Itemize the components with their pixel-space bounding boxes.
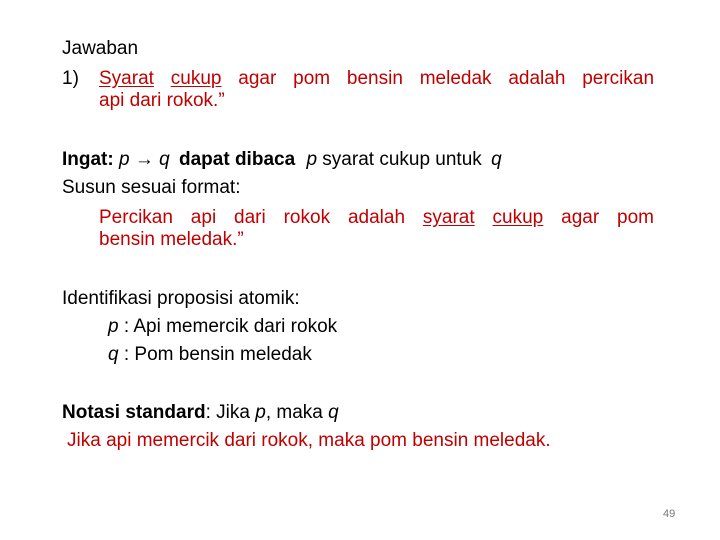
proposisi-q-text: : Pom bensin meledak xyxy=(123,344,312,365)
proposisi-p-var: p xyxy=(108,316,119,337)
ingat-label: Ingat: xyxy=(62,149,114,170)
ingat-q2: q xyxy=(491,149,502,170)
proposisi-p-text: : Api memercik dari rokok xyxy=(123,316,338,337)
susun-sentence-line2: bensin meledak.” xyxy=(99,229,244,250)
dapat-dibaca: dapat dibaca xyxy=(179,149,296,170)
implies-arrow-icon: → xyxy=(134,149,154,170)
identifikasi-heading: Identifikasi proposisi atomik: xyxy=(62,288,300,309)
item-number: 1) xyxy=(62,68,79,89)
susun-sentence-part-d: agar pom xyxy=(561,207,655,228)
jawaban-sentence-line1 xyxy=(99,68,654,90)
ingat-q: q xyxy=(159,149,170,170)
page-number: 49 xyxy=(663,508,676,520)
proposisi-p xyxy=(108,316,337,338)
ingat-line xyxy=(62,149,502,171)
notasi-rest-b: , maka xyxy=(265,402,323,423)
ingat-p: p xyxy=(119,149,130,170)
syarat-cukup-untuk: syarat cukup untuk xyxy=(322,149,482,170)
jawaban-heading: Jawaban xyxy=(62,38,139,59)
susun-sentence-line1 xyxy=(99,207,654,229)
jawaban-sentence-line2: api dari rokok.” xyxy=(99,90,225,111)
notasi-line xyxy=(62,402,339,424)
ingat-p2: p xyxy=(306,149,318,170)
notasi-q: q xyxy=(328,402,339,423)
cukup-word: cukup xyxy=(170,68,222,89)
syarat-word: Syarat xyxy=(99,68,154,89)
cukup-word-2: cukup xyxy=(492,207,544,228)
susun-heading: Susun sesuai format: xyxy=(62,177,241,198)
proposisi-q xyxy=(108,344,312,366)
notasi-sentence: Jika api memercik dari rokok, maka pom bensin meledak. xyxy=(67,430,551,451)
susun-sentence-part-a: Percikan api dari rokok adalah xyxy=(99,207,406,228)
notasi-p: p xyxy=(255,402,266,423)
jawaban-sentence-rest: agar pom bensin meledak adalah percikan xyxy=(238,68,655,89)
proposisi-q-var: q xyxy=(108,344,119,365)
syarat-word-2: syarat xyxy=(422,207,475,228)
notasi-rest-a: : Jika xyxy=(205,402,250,423)
notasi-label: Notasi standard xyxy=(62,402,206,423)
